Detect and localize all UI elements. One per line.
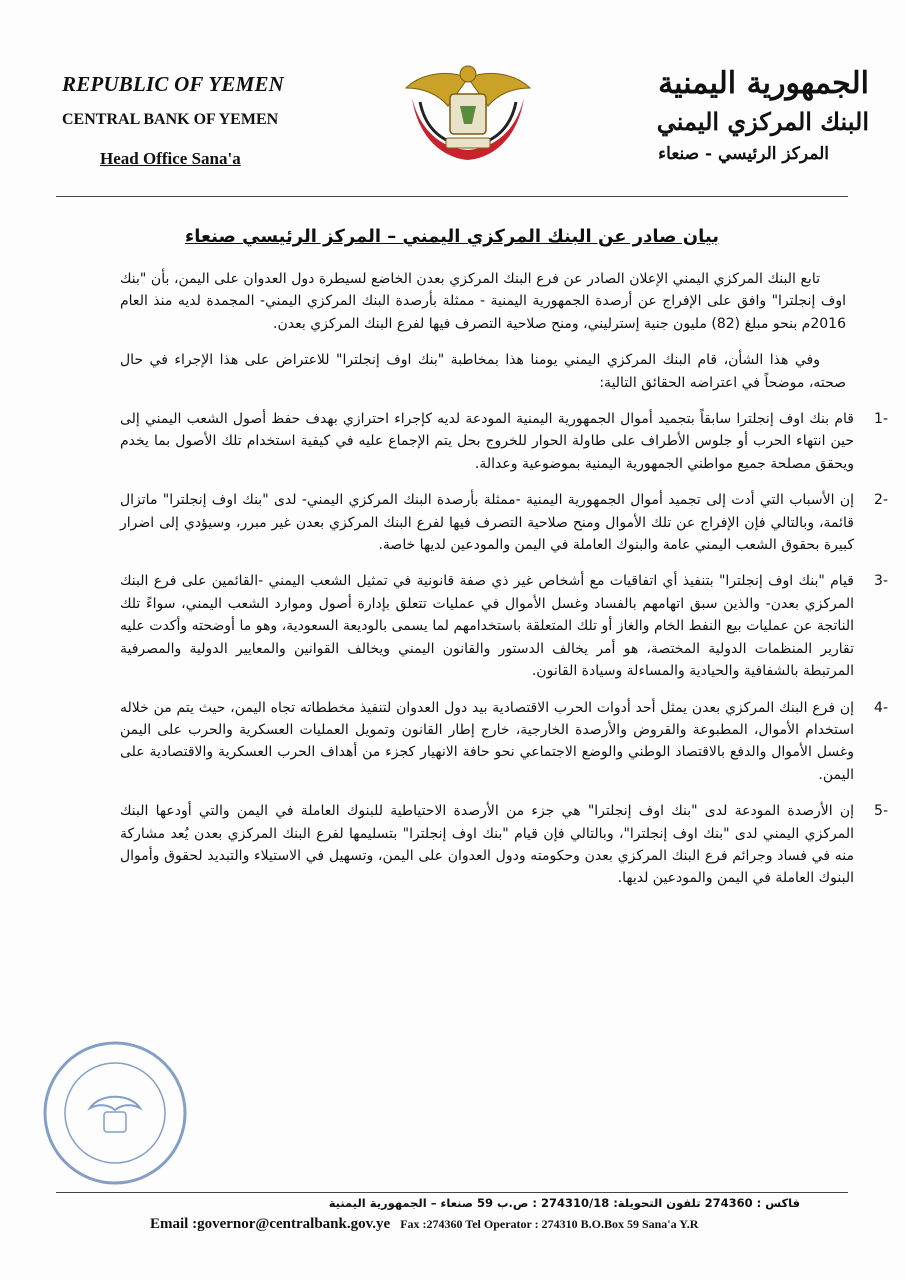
official-stamp-icon [40, 1038, 190, 1188]
footer-phone-fax: Fax :274360 Tel Operator : 274310 B.O.Box 59 Sana'a Y.R [400, 1217, 699, 1231]
bank-name-en: CENTRAL BANK OF YEMEN [62, 111, 279, 128]
list-item [120, 408, 888, 475]
list-item [120, 489, 888, 556]
list-item-number: -4 [874, 699, 888, 716]
arabic-letterhead [609, 66, 869, 164]
republic-name-en: REPUBLIC OF YEMEN [62, 72, 285, 96]
list-item-text: إن الأرصدة المودعة لدى "بنك اوف إنجلترا" هي جزء من الأرصدة الاحتياطية للبنوك العاملة في اليمن والتي أودعها البنك المركزي اليمني لدى "بنك اوف إنجلترا"، وبالتالي فإن قيام "بنك اوف إنجلترا" بتسليمها لفرع البنك المركزي بعدن يُعد مشاركة منه في فساد وجرائم فرع البنك المركزي بعدن وحكومته ودول العدوان على اليمن، وتسهيل في الاستيلاء والتبديد لحقوق وأموال البنوك العاملة في اليمن والمودعين لديها. [120, 803, 854, 887]
statement-title: بيان صادر عن البنك المركزي اليمني – المركز الرئيسي صنعاء [185, 226, 719, 247]
context-paragraph: وفي هذا الشأن، قام البنك المركزي اليمني يومنا هذا بمخاطبة "بنك اوف إنجلترا" للاعتراض على هذا الإجراء في حال صحته، موضحاً في اعتراضه الحقائق التالية: [120, 352, 846, 391]
list-item-number: -5 [874, 803, 888, 820]
list-item-text: قيام "بنك اوف إنجلترا" بتنفيذ أي اتفاقيات مع أشخاص غير ذي صفة قانونية في تمثيل الشعب اليمني -القائمين على فرع البنك المركزي بعدن- والذين سبق اتهامهم بالفساد وغسل الأموال في عمليات تتعلق بإدارة أصول وموارد الشعب اليمني، سواءً تلك الناتجة عن عمليات بيع النفط الخام والغاز أو تلك المتعلقة باستخدامهم لما يسمى بالوديعة السعودية، وهو ما أوضحته وأكدت عليه تقارير المنظمات الدولية المختصة، هو أمر يخالف الدستور والقانون اليمني ويخالف القوانين والمعايير الدولية والمصرفية المرتبطة بالشفافية والحيادية والمساءلة وسيادة القانون. [120, 573, 854, 680]
statement-body [120, 268, 888, 904]
office-name-ar: المركز الرئيسي - صنعاء [658, 144, 829, 164]
intro-paragraph: تابع البنك المركزي اليمني الإعلان الصادر عن فرع البنك المركزي بعدن الخاضع لسيطرة دول العدوان على اليمن، بأن "بنك اوف إنجلترا" وافق على الإفراج عن أرصدة الجمهورية اليمنية - ممثلة بأرصدة البنك المركزي اليمني- المجمدة لديه منذ العام 2016م بنحو مبلغ (82) مليون جنية إسترليني، ومنح صلاحية التصرف فيها لفرع البنك المركزي بعدن. [120, 271, 846, 332]
list-item-number: -1 [874, 411, 888, 428]
list-item [120, 800, 888, 890]
list-item [120, 570, 888, 682]
list-item [120, 697, 888, 787]
english-letterhead [62, 72, 362, 169]
list-item-text: إن فرع البنك المركزي بعدن يمثل أحد أدوات الحرب الاقتصادية بيد دول العدوان لتنفيذ مخططاته تجاه اليمن، حيث يتم من خلاله استخدام الأموال، المطبوعة والقروض والأرصدة الخارجية، خارج إطار القانون وتمويل العمليات العسكرية والحرب على اليمن وغسل الأموال والدفع بالاقتصاد الوطني والوضع الاجتماعي نحو حافة الانهيار كجزء من أهداف الحرب العسكرية والاقتصادية على اليمن. [120, 699, 854, 783]
list-item-number: -2 [874, 492, 888, 509]
office-name-en: Head Office Sana'a [100, 149, 241, 168]
list-item-number: -3 [874, 573, 888, 590]
list-item-text: قام بنك اوف إنجلترا سابقاً بتجميد أموال الجمهورية اليمنية المودعة لديه كإجراء احترازي بهدف حفظ أصول الشعب اليمني إلى حين انتهاء الحرب أو جلوس الأطراف على طاولة الحوار للخروج بحل يتم الإجماع عليه في كيفية استخدام تلك الأصول بما يخدم ويحقق مصلحة جميع مواطني الجمهورية اليمنية بموضوعية وعدالة. [120, 411, 854, 472]
yemen-eagle-emblem-icon [398, 58, 538, 176]
footer-email: Email :governor@centralbank.gov.ye [150, 1216, 391, 1232]
footer-english-contact [150, 1215, 840, 1233]
republic-name-ar: الجمهورية اليمنية [658, 66, 869, 101]
header-divider [56, 196, 848, 197]
bank-name-ar: البنك المركزي اليمني [656, 107, 869, 136]
footer-divider [56, 1192, 848, 1193]
list-item-text: إن الأسباب التي أدت إلى تجميد أموال الجمهورية اليمنية -ممثلة بأرصدة البنك المركزي اليمني- لدى "بنك اوف إنجلترا" ماتزال قائمة، وبالتالي فإن الإفراج عن تلك الأموال ومنح صلاحية التصرف فيها لفرع البنك المركزي بعدن غير مبرر، وسيؤدي إلى اضرار كبيرة بحقوق الشعب اليمني عامة والبنوك العاملة في اليمن والمودعين لديها خاصة. [120, 492, 854, 554]
footer-arabic-contact: فاكس : 274360 تلفون التحويلة: 274310/18 : ص.ب 59 صنعاء – الجمهورية اليمنية [328, 1196, 800, 1210]
